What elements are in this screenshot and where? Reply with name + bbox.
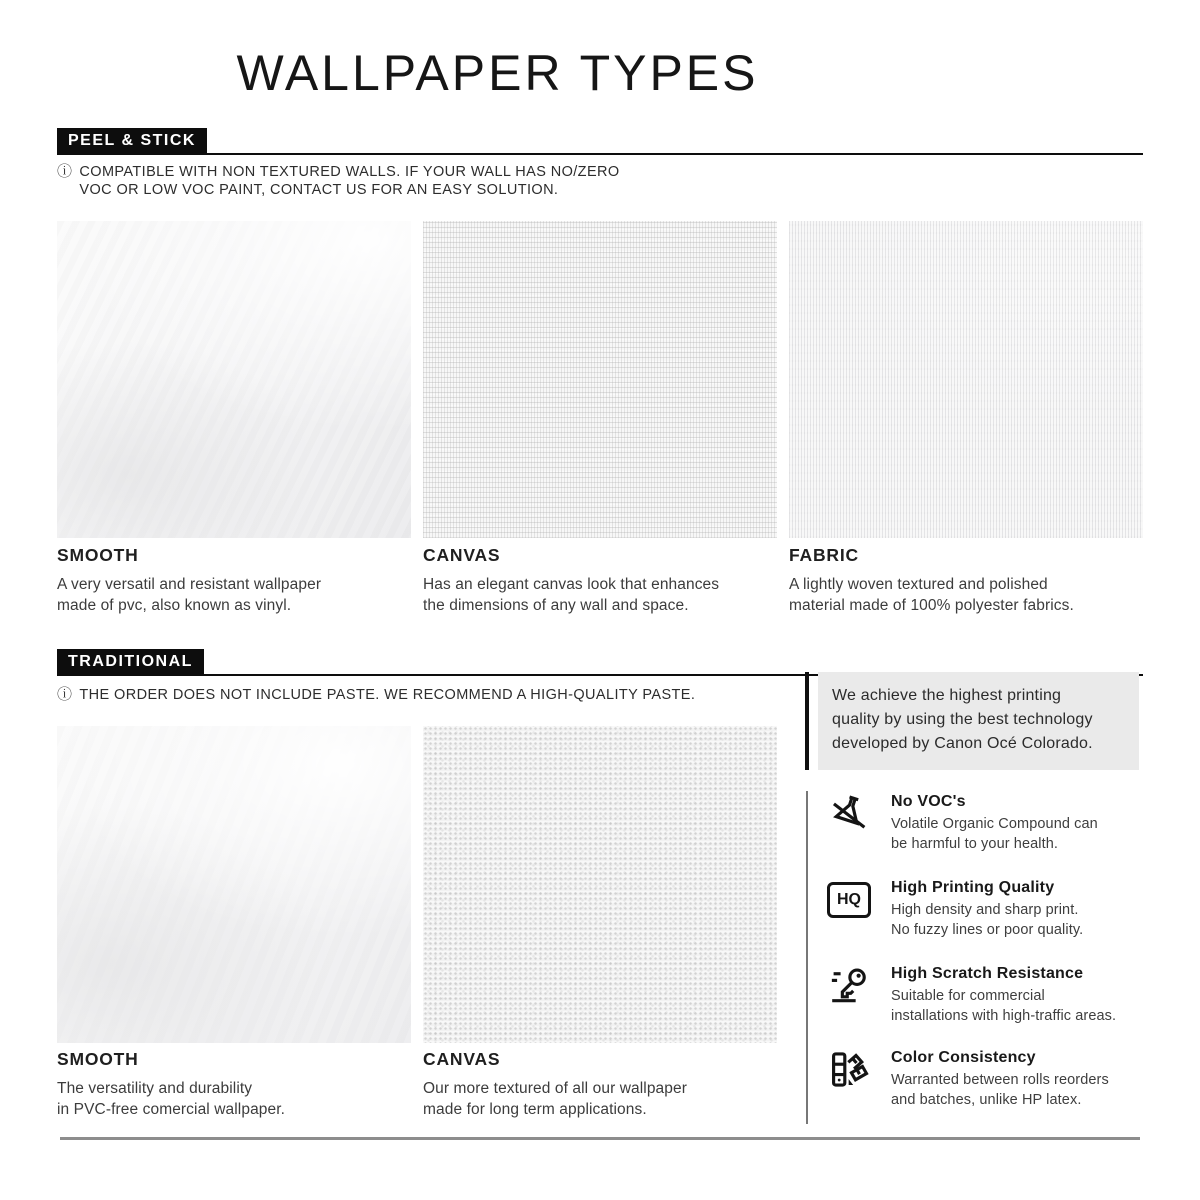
feature-description bbox=[891, 901, 1083, 940]
swatch-description bbox=[57, 575, 411, 616]
desc-line: and batches, unlike HP latex. bbox=[891, 1091, 1082, 1108]
feature-color-consistency bbox=[827, 1049, 1109, 1110]
feature-description bbox=[891, 1071, 1109, 1110]
desc-line: Our more textured of all our wallpaper bbox=[423, 1080, 687, 1097]
desc-line: the dimensions of any wall and space. bbox=[423, 596, 689, 614]
desc-line: No fuzzy lines or poor quality. bbox=[891, 921, 1084, 938]
traditional-note bbox=[57, 686, 695, 704]
caption-canvas-peel-stick bbox=[423, 545, 777, 616]
desc-line: The versatility and durability bbox=[57, 1080, 253, 1097]
feature-text bbox=[891, 965, 1116, 1026]
scratch-key-icon bbox=[827, 965, 871, 1009]
traditional-label: TRADITIONAL bbox=[57, 649, 204, 674]
desc-line: Has an elegant canvas look that enhances bbox=[423, 576, 720, 593]
peel-stick-note-text bbox=[79, 163, 619, 199]
caption-smooth-peel-stick bbox=[57, 545, 411, 616]
peel-stick-label: PEEL & STICK bbox=[57, 128, 207, 153]
feature-text bbox=[891, 879, 1083, 940]
swatch-image-canvas-traditional bbox=[423, 726, 777, 1043]
info-icon: ⓘ bbox=[57, 163, 73, 180]
feature-description bbox=[891, 987, 1116, 1026]
note-line: COMPATIBLE WITH NON TEXTURED WALLS. IF YOUR WALL HAS NO/ZERO bbox=[79, 164, 620, 180]
feature-title: No VOC's bbox=[891, 793, 966, 810]
color-swatches-icon bbox=[827, 1049, 871, 1093]
feature-high-scratch-resistance bbox=[827, 965, 1116, 1026]
feature-text bbox=[891, 793, 1098, 854]
swatch-image-smooth-traditional bbox=[57, 726, 411, 1043]
section-header-peel-stick bbox=[57, 128, 1143, 155]
hq-badge-icon bbox=[827, 879, 871, 923]
peel-stick-note bbox=[57, 163, 620, 199]
desc-line: Warranted between rolls reorders bbox=[891, 1072, 1109, 1088]
feature-high-printing-quality bbox=[827, 879, 1083, 940]
swatch-description bbox=[423, 575, 777, 616]
info-icon: ⓘ bbox=[57, 686, 73, 703]
desc-line: made of pvc, also known as vinyl. bbox=[57, 596, 292, 614]
desc-line: be harmful to your health. bbox=[891, 835, 1059, 852]
feature-title: High Scratch Resistance bbox=[891, 965, 1084, 982]
desc-line: A lightly woven textured and polished bbox=[789, 576, 1048, 593]
peel-stick-swatch-row bbox=[57, 221, 1143, 538]
caption-canvas-traditional bbox=[423, 1049, 777, 1120]
quote-line: We achieve the highest printing bbox=[832, 687, 1062, 704]
desc-line: in PVC-free comercial wallpaper. bbox=[57, 1100, 286, 1118]
traditional-note-text bbox=[79, 686, 695, 704]
desc-line: Volatile Organic Compound can bbox=[891, 816, 1098, 832]
swatch-image-fabric-peel-stick bbox=[789, 221, 1143, 538]
feature-no-voc bbox=[827, 793, 1098, 854]
page-title: WALLPAPER TYPES bbox=[236, 45, 759, 101]
desc-line: made for long term applications. bbox=[423, 1100, 647, 1118]
desc-line: material made of 100% polyester fabrics. bbox=[789, 596, 1074, 614]
swatch-name: SMOOTH bbox=[57, 545, 139, 565]
swatch-image-canvas-peel-stick bbox=[423, 221, 777, 538]
desc-line: installations with high-traffic areas. bbox=[891, 1007, 1117, 1024]
traditional-caption-row bbox=[57, 1049, 777, 1120]
desc-line: A very versatil and resistant wallpaper bbox=[57, 576, 322, 593]
feature-list-divider bbox=[806, 791, 808, 1124]
bottom-divider bbox=[60, 1137, 1140, 1140]
traditional-swatch-row bbox=[57, 726, 777, 1043]
feature-description bbox=[891, 815, 1098, 854]
desc-line: Suitable for commercial bbox=[891, 988, 1045, 1004]
swatch-name: CANVAS bbox=[423, 1049, 501, 1069]
feature-title: High Printing Quality bbox=[891, 879, 1055, 896]
desc-line: High density and sharp print. bbox=[891, 902, 1079, 918]
note-line: THE ORDER DOES NOT INCLUDE PASTE. WE RECOMMEND A HIGH-QUALITY PASTE. bbox=[79, 687, 696, 703]
swatch-image-smooth-peel-stick bbox=[57, 221, 411, 538]
printing-quality-quote bbox=[805, 672, 1139, 770]
swatch-description bbox=[789, 575, 1143, 616]
swatch-description bbox=[57, 1079, 411, 1120]
caption-smooth-traditional bbox=[57, 1049, 411, 1120]
quote-line: quality by using the best technology bbox=[832, 711, 1093, 728]
quote-line: developed by Canon Océ Colorado. bbox=[832, 735, 1093, 752]
swatch-name: CANVAS bbox=[423, 545, 501, 565]
caption-fabric-peel-stick bbox=[789, 545, 1143, 616]
note-line: VOC OR LOW VOC PAINT, CONTACT US FOR AN EASY SOLUTION. bbox=[79, 182, 559, 198]
feature-title: Color Consistency bbox=[891, 1049, 1036, 1066]
quote-text bbox=[818, 672, 1139, 770]
hq-badge-label: HQ bbox=[827, 882, 871, 918]
swatch-description bbox=[423, 1079, 777, 1120]
peel-stick-caption-row bbox=[57, 545, 1143, 616]
swatch-name: FABRIC bbox=[789, 545, 859, 565]
no-voc-flask-icon bbox=[827, 793, 871, 837]
feature-text bbox=[891, 1049, 1109, 1110]
swatch-name: SMOOTH bbox=[57, 1049, 139, 1069]
